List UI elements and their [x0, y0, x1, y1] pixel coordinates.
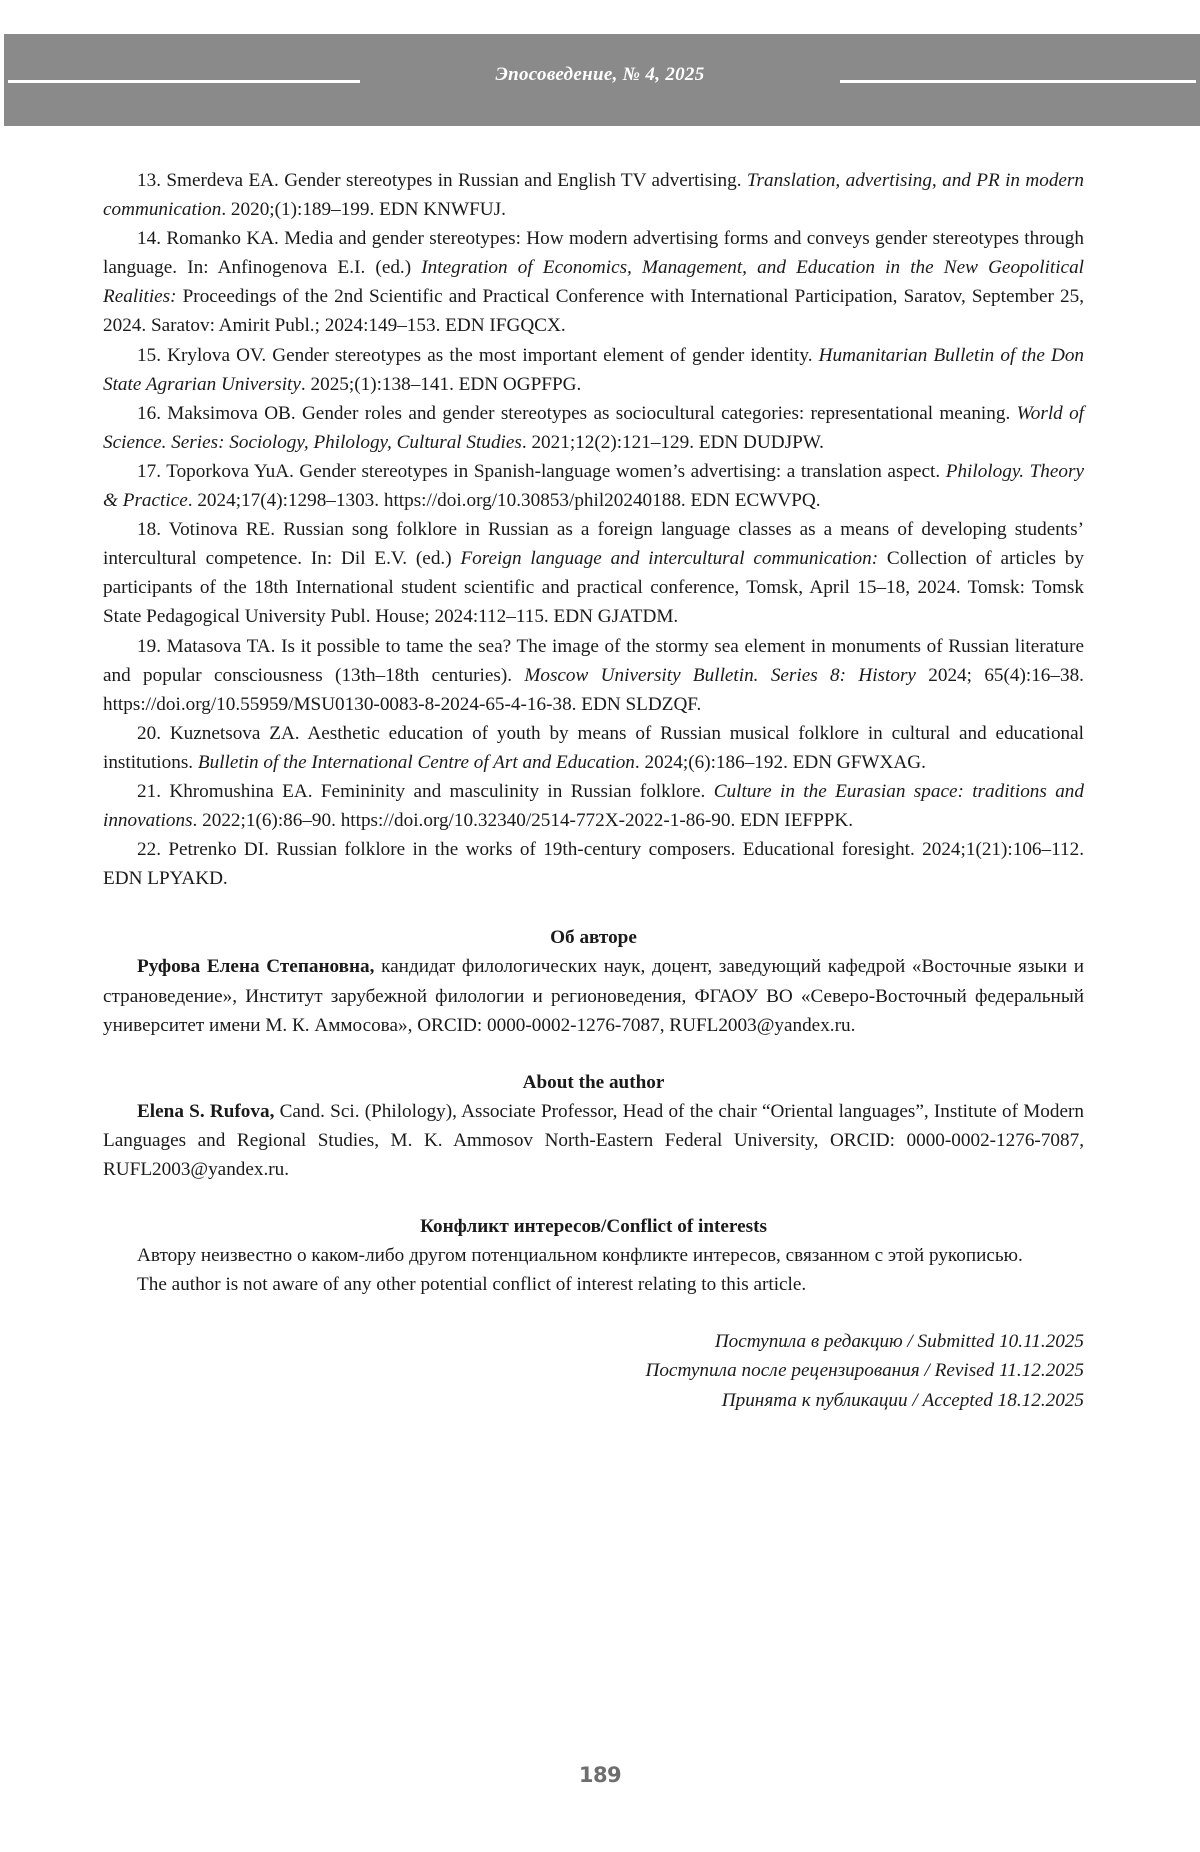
- reference-item: 20. Kuznetsova ZA. Aesthetic education of youth by means of Russian musical folklore in cultural and educational institutions. Bulletin of the International Centre of Art and Education. 2024;(6):186–192. EDN GFWXAG.: [103, 722, 1084, 773]
- submission-dates: [103, 1327, 1084, 1414]
- spacer: [103, 1299, 1084, 1327]
- conflict-text-ru: Автору неизвестно о каком-либо другом потенциальном конфликте интересов, связанном с этой рукописью.: [137, 1245, 1023, 1267]
- about-author-en: [103, 1068, 1084, 1184]
- conflict-text-en: The author is not aware of any other potential conflict of interest relating to this article.: [137, 1274, 807, 1296]
- reference-item: 17. Toporkova YuA. Gender stereotypes in Spanish-language women’s advertising: a translation aspect. Philology. Theory & Practice. 2024;17(4):1298–1303. https://doi.org/10.30853/phil20240188. EDN ECWVPQ.: [103, 460, 1084, 512]
- reference-item: 14. Romanko KA. Media and gender stereotypes: How modern advertising forms and conveys gender stereotypes through language. In: Anfinogenova E.I. (ed.) Integration of Economics, Management, and Education in the New Geopolitical Realities: Proceedings of the 2nd Scientific and Practical Conference with International Participation, Saratov, September 25, 2024. Saratov: Amirit Publ.; 2024:149–153. EDN IFGQCX.: [103, 228, 1084, 337]
- about-author-en-text: Elena S. Rufova, Cand. Sci. (Philology), Associate Professor, Head of the chair “Oriental languages”, Institute of Modern Languages and Regional Studies, M. K. Ammosov North-Eastern Federal University, ORCID: 0000-0002-1276-7087, RUFL2003@yandex.ru.: [103, 1100, 1084, 1180]
- header-rule-right: [840, 80, 1196, 83]
- reference-item: 16. Maksimova OB. Gender roles and gender stereotypes as sociocultural categories: representational meaning. World of Science. Series: Sociology, Philology, Cultural Studies. 2021;12(2):121–129. EDN DUDJPW.: [103, 402, 1084, 453]
- reference-item: 22. Petrenko DI. Russian folklore in the works of 19th-century composers. Educational foresight. 2024;1(21):106–112. EDN LPYAKD.: [103, 839, 1084, 890]
- reference-item: 21. Khromushina EA. Femininity and masculinity in Russian folklore. Culture in the Eurasian space: traditions and innovations. 2022;1(6):86–90. https://doi.org/10.32340/2514-772X-2022-1-86-90. EDN IEFPPK.: [103, 780, 1084, 832]
- reference-item: 18. Votinova RE. Russian song folklore in Russian as a foreign language classes as a means of developing students’ intercultural competence. In: Dil E.V. (ed.) Foreign language and intercultural communication: Collection of articles by participants of the 18th International student scientific and practical conference, Tomsk, April 15–18, 2024. Tomsk: Tomsk State Pedagogical University Publ. House; 2024:112–115. EDN GJATDM.: [103, 519, 1084, 628]
- date-revised: Поступила после рецензирования / Revised 11.12.2025: [645, 1360, 1084, 1382]
- reference-item: 13. Smerdeva EA. Gender stereotypes in Russian and English TV advertising. Translation, advertising, and PR in modern communication. 2020;(1):189–199. EDN KNWFUJ.: [103, 170, 1084, 221]
- about-author-en-heading: About the author: [522, 1071, 665, 1093]
- reference-list: [103, 166, 1084, 893]
- author-name-en: Elena S. Rufova,: [137, 1100, 275, 1122]
- header-rule-left: [8, 80, 360, 83]
- spacer: [103, 1040, 1084, 1068]
- date-accepted: Принята к публикации / Accepted 18.12.2025: [721, 1389, 1084, 1411]
- conflict-heading: Конфликт интересов/Conflict of interests: [420, 1216, 767, 1238]
- journal-header-title: Эпосоведение, № 4, 2025: [495, 64, 705, 85]
- page-content: [103, 166, 1084, 1415]
- about-author-ru-heading: Об авторе: [550, 927, 637, 949]
- reference-item: 19. Matasova TA. Is it possible to tame the sea? The image of the stormy sea element in monuments of Russian literature and popular consciousness (13th–18th centuries). Moscow University Bulletin. Series 8: History 2024; 65(4):16–38. https://doi.org/10.55959/MSU0130-0083-8-2024-65-4-16-38. EDN SLDZQF.: [103, 635, 1084, 715]
- reference-item: 15. Krylova OV. Gender stereotypes as the most important element of gender identity. Humanitarian Bulletin of the Don State Agrarian University. 2025;(1):138–141. EDN OGPFPG.: [103, 344, 1085, 395]
- spacer: [103, 893, 1084, 923]
- page-number: 189: [578, 1763, 622, 1787]
- about-author-ru-text: Руфова Елена Степановна, кандидат филологических наук, доцент, заведующий кафедрой «Восточные языки и страноведение», Институт зарубежной филологии и регионоведения, ФГАОУ ВО «Северо-Восточный федеральный университет имени М. К. Аммосова», ORCID: 0000-0002-1276-7087, RUFL2003@yandex.ru.: [103, 956, 1084, 1036]
- spacer: [103, 1184, 1084, 1212]
- about-author-ru: [103, 923, 1084, 1039]
- author-name-ru: Руфова Елена Степановна,: [137, 956, 375, 978]
- conflict-of-interests: [103, 1212, 1084, 1299]
- date-submitted: Поступила в редакцию / Submitted 10.11.2025: [714, 1331, 1084, 1353]
